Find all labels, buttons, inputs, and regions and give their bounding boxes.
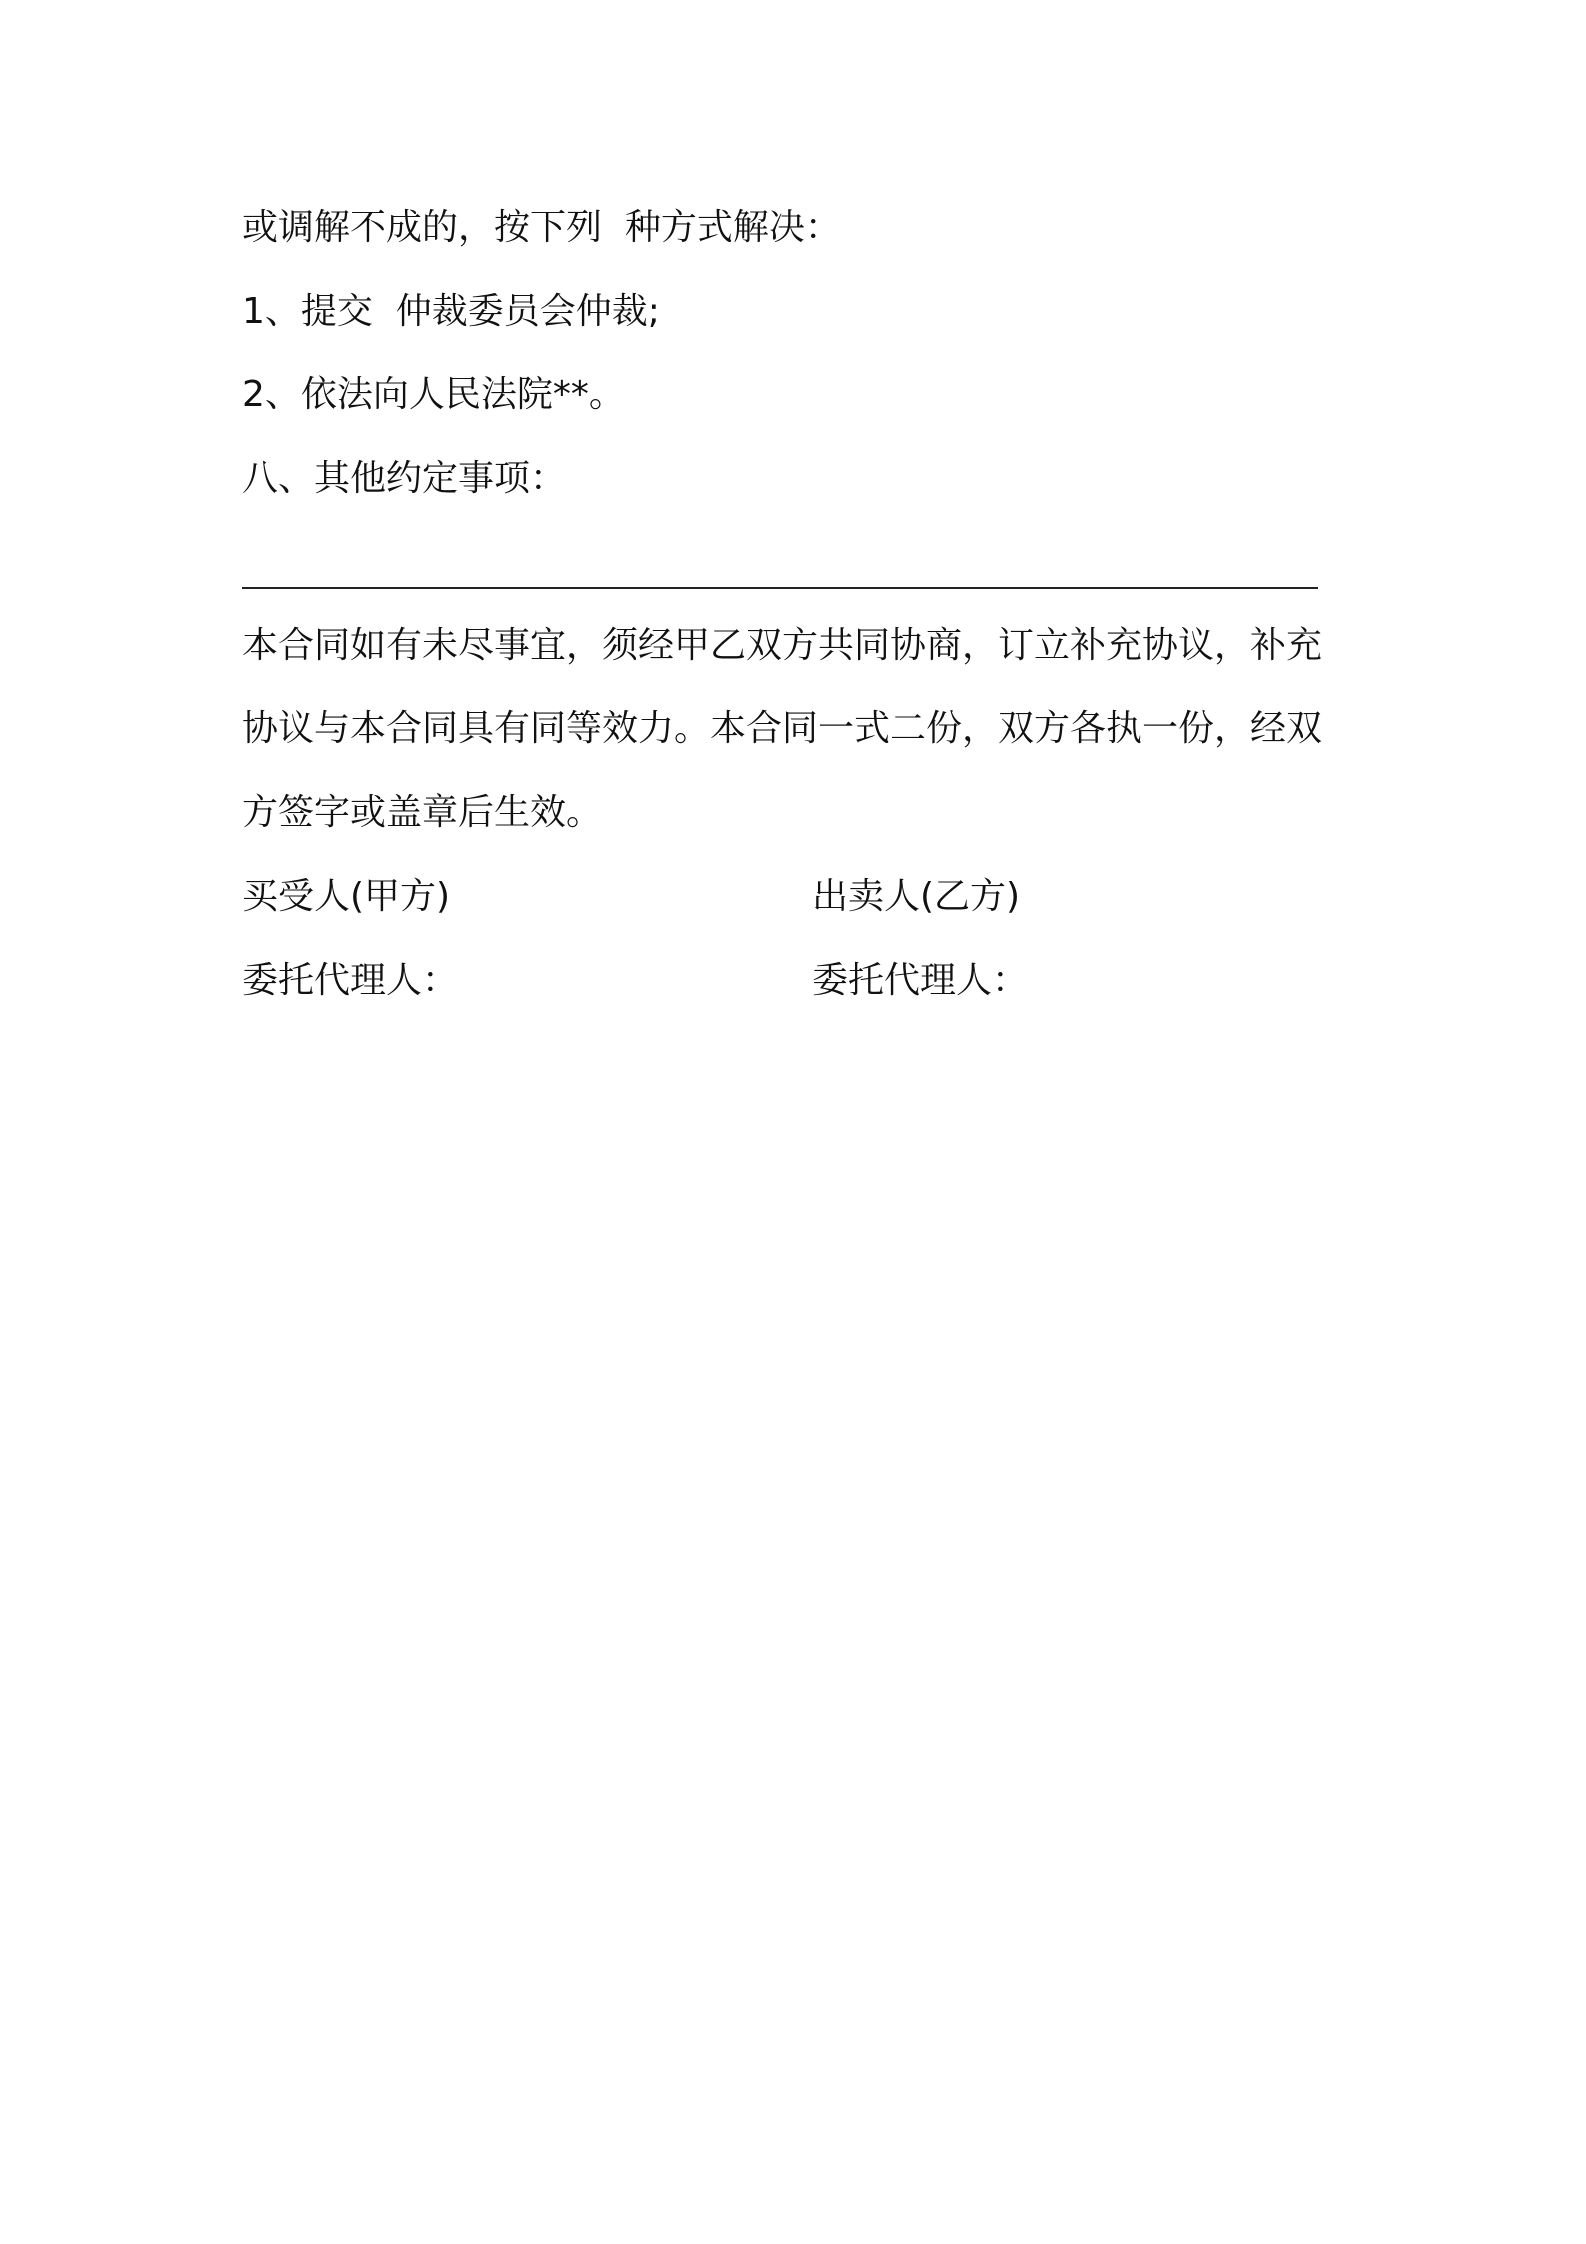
blank-fill-line [242,587,1318,589]
buyer-agent-label: 委托代理人： [242,960,459,1001]
closing-paragraph-line-3: 方签字或盖章后生效。 [242,792,603,833]
option-court: 2、依法向人民法院**。 [242,374,625,415]
dispute-resolution-intro: 或调解不成的，按下列 种方式解决： [242,207,841,248]
seller-agent-label: 委托代理人： [812,960,1029,1001]
closing-paragraph-line-1: 本合同如有未尽事宜，须经甲乙双方共同协商，订立补充协议，补充 [242,625,1323,666]
seller-party-label: 出卖人(乙方) [812,876,1021,917]
closing-paragraph-line-2: 协议与本合同具有同等效力。本合同一式二份，双方各执一份，经双 [242,708,1323,749]
option-arbitration: 1、提交 仲裁委员会仲裁; [242,291,660,332]
section-other-matters-heading: 八、其他约定事项： [242,458,567,499]
buyer-party-label: 买受人(甲方) [242,876,451,917]
